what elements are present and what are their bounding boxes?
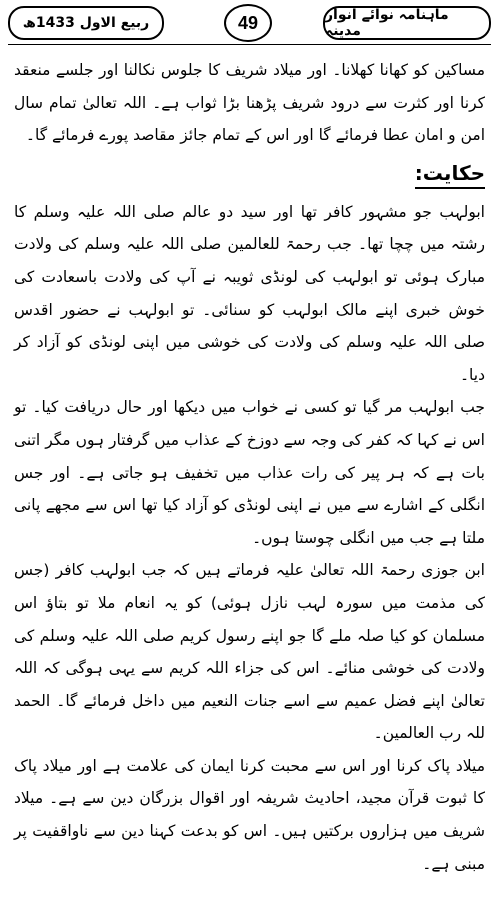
paragraph-2: جب ابولہب مر گیا تو کسی نے خواب میں دیکھا اور حال دریافت کیا۔ تو اس نے کہا کہ کفر کی وجہ سے دوزخ کے عذاب میں گرفتار ہوں مگر اتنی بات ہے کہ ہر پیر کی رات عذاب میں تخفیف ہو جاتی ہے۔ اور جس انگلی کے اشارے سے میں نے اپنی لونڈی کو آزاد کیا تھا اس سے مجھے پانی ملتا ہے جب میں انگلی چوستا ہوں۔ [14,398,485,547]
paragraph-1: ابولہب جو مشہور کافر تھا اور سید دو عالم صلی اللہ علیہ وسلم کا رشتہ میں چچا تھا۔ جب رحمۃ للعالمین صلی اللہ علیہ وسلم کی ولادت مبارک ہوئی تو ابولہب کی لونڈی ثویبہ نے آپ کی ولادت باسعادت کی خوش خبری اپنے مالک ابولہب کو سنائی۔ تو ابولہب نے حضور اقدس صلی اللہ علیہ وسلم کی ولادت کی خوشی میں اپنی لونڈی کو آزاد کر دیا۔ [14,202,485,384]
paragraph-4: میلاد پاک کرنا اور اس سے محبت کرنا ایمان کی علامت ہے اور میلاد پاک کا ثبوت قرآن مجید، احادیث شریفہ اور اقوال بزرگان دین سے ہے۔ میلاد شریف میں ہزاروں برکتیں ہیں۔ اس کو بدعت کہنا دین سے ناواقفیت پر مبنی ہے۔ [14,756,485,873]
article-body [14,54,485,880]
magazine-title: ماہنامہ نوائے انوار مدینہ [323,6,491,40]
page-number: 49 [224,4,272,42]
header-divider [8,44,491,45]
section-heading [14,158,485,188]
paragraph-3: ابن جوزی رحمۃ اللہ تعالیٰ علیہ فرماتے ہیں کہ جب ابولہب کافر (جس کی مذمت میں سورہ لہب نازل ہوئی) کو یہ انعام ملا تو بتاؤ اس مسلمان کو کیا صلہ ملے گا جو اپنے رسول کریم صلی اللہ علیہ وسلم کی ولادت کی خوشی منائے۔ اس کی جزاء اللہ کریم سے یہی ہوگی کہ اللہ تعالیٰ اپنے فضل عمیم سے اسے جنات النعیم میں داخل فرمائے گا۔ الحمد للہ رب العالمین۔ [14,561,485,743]
section-heading-text: حکایت: [415,161,485,189]
date-label: ربیع الاول 1433ھ [8,6,164,40]
page-header [8,6,491,44]
intro-paragraph: مساکین کو کھانا کھلانا۔ اور میلاد شریف کا جلوس نکالنا اور جلسے منعقد کرنا اور کثرت سے درود شریف پڑھنا بڑا ثواب ہے۔ اللہ تعالیٰ تمام سال امن و امان عطا فرمائے گا اور اس کے تمام جائز مقاصد پورے فرمائے گا۔ [14,61,485,145]
